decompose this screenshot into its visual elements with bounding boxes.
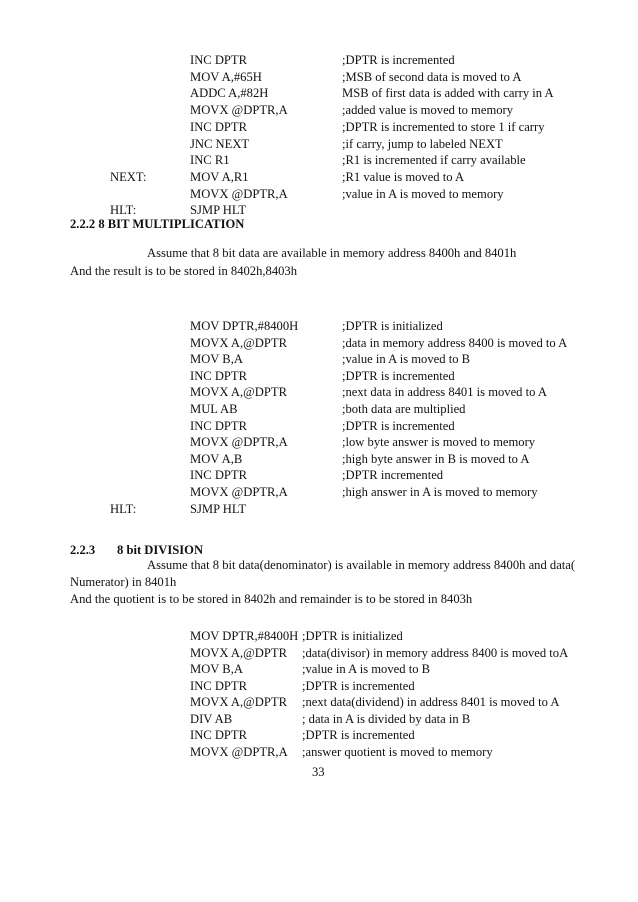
code-instruction: MUL AB: [190, 402, 238, 416]
code-line: [0, 744, 638, 760]
code-instruction: MOV A,#65H: [190, 69, 262, 84]
code-line: [0, 368, 638, 384]
code-line: [0, 418, 638, 434]
code-label: HLT:: [110, 203, 137, 218]
code-line: [0, 467, 638, 483]
code-comment: ;value in A is moved to B: [302, 662, 431, 676]
code-instruction: ADDC A,#82H: [190, 86, 269, 101]
code-line: [0, 335, 638, 351]
code-instruction: INC DPTR: [190, 728, 248, 742]
code-line: [0, 661, 638, 677]
code-instruction: DIV AB: [190, 711, 233, 726]
code-comment: ;DPTR is incremented: [342, 53, 455, 67]
code-line: [0, 69, 638, 85]
code-comment: MSB of first data is added with carry in A: [342, 86, 554, 101]
code-instruction: INC DPTR: [190, 119, 248, 134]
code-comment: ;next data in address 8401 is moved to A: [342, 385, 547, 400]
code-line: [0, 384, 638, 400]
code-comment: ;R1 is incremented if carry available: [342, 153, 526, 168]
code-line: [0, 628, 638, 644]
code-comment: ;data in memory address 8400 is moved to A: [342, 335, 568, 350]
code-line: [0, 501, 638, 517]
code-instruction: MOVX @DPTR,A: [190, 435, 288, 450]
code-instruction: MOVX A,@DPTR: [190, 385, 287, 400]
page-number: 33: [312, 765, 325, 779]
code-comment: ;DPTR is incremented to store 1 if carry: [342, 119, 545, 134]
code-instruction: INC DPTR: [190, 368, 248, 383]
code-comment: ;DPTR is incremented: [302, 728, 415, 742]
code-line: [0, 711, 638, 727]
paragraph-line: And the result is to be stored in 8402h,8403h: [70, 264, 298, 278]
code-instruction: MOVX @DPTR,A: [190, 485, 288, 499]
code-comment: ;next data(dividend) in address 8401 is moved to A: [302, 695, 560, 709]
paragraph-line: Numerator) in 8401h: [70, 575, 177, 589]
code-line: [0, 694, 638, 710]
code-line: [0, 102, 638, 118]
section-number: 2.2.3: [70, 543, 96, 557]
code-comment: ;DPTR is initialized: [342, 319, 443, 333]
code-line: [0, 401, 638, 417]
code-line: [0, 484, 638, 500]
code-instruction: MOV B,A: [190, 352, 243, 367]
code-instruction: INC DPTR: [190, 53, 248, 67]
section-heading-division: 8 bit DIVISION: [117, 543, 204, 557]
code-comment: ;value in A is moved to memory: [342, 186, 504, 201]
code-instruction: INC DPTR: [190, 468, 248, 483]
code-comment: ;DPTR is initialized: [302, 629, 403, 643]
code-comment: ;data(divisor) in memory address 8400 is moved toA: [302, 645, 569, 660]
code-instruction: MOV A,B: [190, 451, 243, 466]
code-line: [0, 136, 638, 152]
code-comment: ;MSB of second data is moved to A: [342, 69, 522, 84]
code-instruction: INC DPTR: [190, 678, 248, 693]
code-line: [0, 152, 638, 168]
code-comment: ;high byte answer in B is moved to A: [342, 451, 530, 466]
code-line: [0, 318, 638, 334]
code-comment: ;if carry, jump to labeled NEXT: [342, 136, 503, 151]
code-comment: ;DPTR is incremented: [342, 368, 455, 383]
code-instruction: MOVX A,@DPTR: [190, 695, 287, 709]
code-instruction: JNC NEXT: [190, 136, 250, 151]
paragraph-line: Assume that 8 bit data are available in memory address 8400h and 8401h: [147, 246, 517, 260]
code-instruction: SJMP HLT: [190, 203, 247, 218]
code-line: [0, 186, 638, 202]
code-instruction: INC DPTR: [190, 418, 248, 433]
code-comment: ; data in A is divided by data in B: [302, 711, 471, 726]
code-instruction: MOV B,A: [190, 662, 243, 676]
code-comment: ;low byte answer is moved to memory: [342, 435, 536, 450]
code-instruction: MOV A,R1: [190, 169, 249, 184]
code-instruction: MOV DPTR,#8400H: [190, 629, 299, 643]
code-comment: ;high answer in A is moved to memory: [342, 485, 538, 499]
code-label: NEXT:: [110, 169, 147, 184]
code-comment: ;both data are multiplied: [342, 402, 466, 416]
code-line: [0, 678, 638, 694]
code-instruction: MOVX @DPTR,A: [190, 186, 288, 201]
code-line: [0, 351, 638, 367]
code-line: [0, 645, 638, 661]
paragraph-line: Assume that 8 bit data(denominator) is available in memory address 8400h and data(: [147, 558, 576, 572]
code-instruction: INC R1: [190, 153, 230, 168]
code-comment: ;added value is moved to memory: [342, 103, 514, 118]
code-instruction: MOVX A,@DPTR: [190, 645, 287, 660]
code-line: [0, 169, 638, 185]
code-line: [0, 119, 638, 135]
code-line: [0, 85, 638, 101]
code-comment: ;answer quotient is moved to memory: [302, 744, 493, 759]
code-comment: ;DPTR is incremented: [302, 678, 415, 693]
code-comment: ;DPTR incremented: [342, 468, 444, 483]
code-instruction: MOVX @DPTR,A: [190, 103, 288, 118]
code-line: [0, 451, 638, 467]
code-label: HLT:: [110, 501, 137, 516]
code-instruction: MOV DPTR,#8400H: [190, 319, 299, 333]
code-instruction: MOVX A,@DPTR: [190, 335, 287, 350]
code-instruction: MOVX @DPTR,A: [190, 744, 288, 759]
code-comment: ;DPTR is incremented: [342, 418, 455, 433]
section-heading-multiplication: 2.2.2 8 BIT MULTIPLICATION: [70, 217, 245, 231]
code-comment: ;value in A is moved to B: [342, 352, 471, 367]
code-line: [0, 727, 638, 743]
paragraph-line: And the quotient is to be stored in 8402h and remainder is to be stored in 8403h: [70, 592, 473, 606]
code-line: [0, 434, 638, 450]
code-line: [0, 52, 638, 68]
code-instruction: SJMP HLT: [190, 501, 247, 516]
code-comment: ;R1 value is moved to A: [342, 169, 465, 184]
